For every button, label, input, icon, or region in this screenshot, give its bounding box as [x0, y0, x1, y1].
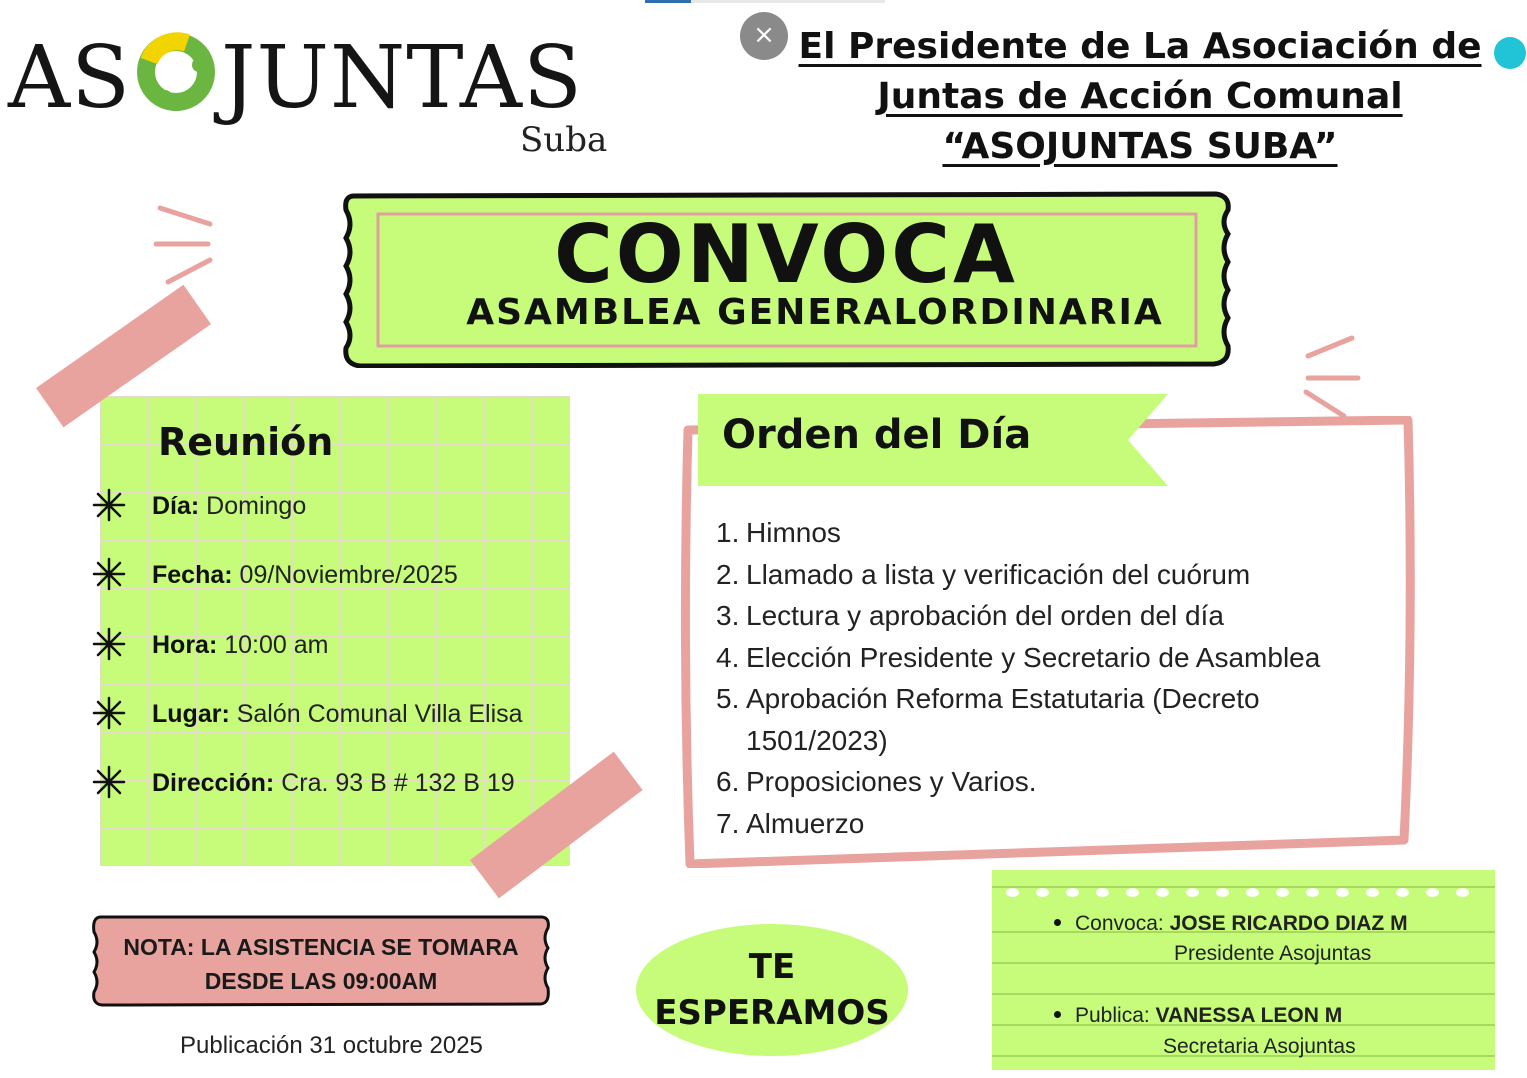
reunion-value: Salón Comunal Villa Elisa — [229, 700, 523, 728]
logo-people-ring-icon — [135, 31, 217, 113]
orden-item: 3. Lectura y aprobación del orden del día — [716, 600, 1224, 631]
orden-item: 2. Llamado a lista y verificación del cuórum — [716, 558, 1251, 590]
asterisk-icon — [90, 625, 128, 663]
esperamos-line-1: TE — [748, 947, 796, 987]
close-button[interactable] — [740, 12, 788, 60]
asamblea-subtitle: ASAMBLEA GENERALORDINARIA — [466, 292, 1164, 333]
top-scroll-thumb — [645, 0, 691, 3]
top-scroll-bar — [645, 0, 885, 3]
publica-label: Publica: — [1075, 1004, 1156, 1027]
orden-item: 7. Almuerzo — [716, 807, 865, 839]
reunion-title: Reunión — [158, 420, 334, 464]
close-icon: × — [753, 20, 775, 50]
reunion-label: Lugar: — [152, 700, 230, 728]
bullet — [1054, 1011, 1061, 1018]
publica-line — [1054, 1004, 1342, 1028]
reunion-value: 09/Noviembre/2025 — [232, 561, 458, 589]
header-line-3: “ASOJUNTAS SUBA” — [942, 126, 1338, 167]
header-line-2: Juntas de Acción Comunal — [877, 76, 1403, 117]
publicacion-date: Publicación 31 octubre 2025 — [180, 1032, 483, 1059]
reunion-value: 10:00 am — [217, 631, 329, 659]
reunion-value: Cra. 93 B # 132 B 19 — [274, 769, 515, 797]
asterisk-icon — [90, 555, 128, 593]
orden-item: 1. Himnos — [716, 517, 841, 548]
convoca-label: Convoca: — [1075, 912, 1170, 935]
nota-line-2: DESDE LAS 09:00AM — [204, 968, 438, 994]
asterisk-icon — [90, 486, 128, 524]
nota-banner — [90, 914, 552, 1008]
logo-wordmark — [8, 28, 583, 128]
orden-title: Orden del Día — [722, 412, 1032, 458]
asterisk-icon — [90, 763, 128, 801]
nota-line-1: NOTA: LA ASISTENCIA SE TOMARA — [123, 934, 519, 960]
publica-role: Secretaria Asojuntas — [1163, 1035, 1356, 1058]
cyan-dot-decoration — [1494, 37, 1526, 69]
spark-lines-left-icon — [150, 200, 220, 290]
orden-item: 6. Proposiciones y Varios. — [716, 766, 1037, 797]
header-line-1: El Presidente de La Asociación de — [798, 26, 1482, 67]
convoca-title: CONVOCA — [554, 208, 1018, 301]
esperamos-line-2: ESPERAMOS — [654, 993, 890, 1033]
publica-name: VANESSA LEON M — [1155, 1004, 1343, 1027]
convoca-name: JOSE RICARDO DIAZ M — [1169, 912, 1408, 935]
logo-subtitle: Suba — [520, 120, 608, 160]
reunion-label: Dirección: — [152, 769, 275, 797]
asterisk-icon — [90, 694, 128, 732]
te-esperamos-bubble — [636, 924, 908, 1056]
reunion-label: Día: — [152, 492, 200, 520]
convoca-role: Presidente Asojuntas — [1174, 942, 1372, 965]
reunion-label: Hora: — [152, 631, 218, 659]
reunion-label: Fecha: — [152, 561, 233, 589]
orden-item: 5. Aprobación Reforma Estatutaria (Decreto 1501/2023) — [716, 683, 1260, 756]
note-holes — [1006, 882, 1486, 894]
convoca-banner — [340, 190, 1232, 368]
logo-prefix: AS — [8, 28, 132, 128]
header-title — [790, 22, 1490, 172]
spark-lines-right-icon — [1300, 332, 1370, 422]
logo-suffix: JUNTAS — [221, 28, 583, 128]
convoca-line — [1054, 912, 1408, 936]
orden-item: 4. Elección Presidente y Secretario de Asamblea — [716, 641, 1321, 673]
bullet — [1054, 919, 1061, 926]
reunion-value: Domingo — [199, 492, 307, 520]
orden-list — [716, 512, 1376, 844]
asojuntas-logo — [8, 28, 618, 168]
